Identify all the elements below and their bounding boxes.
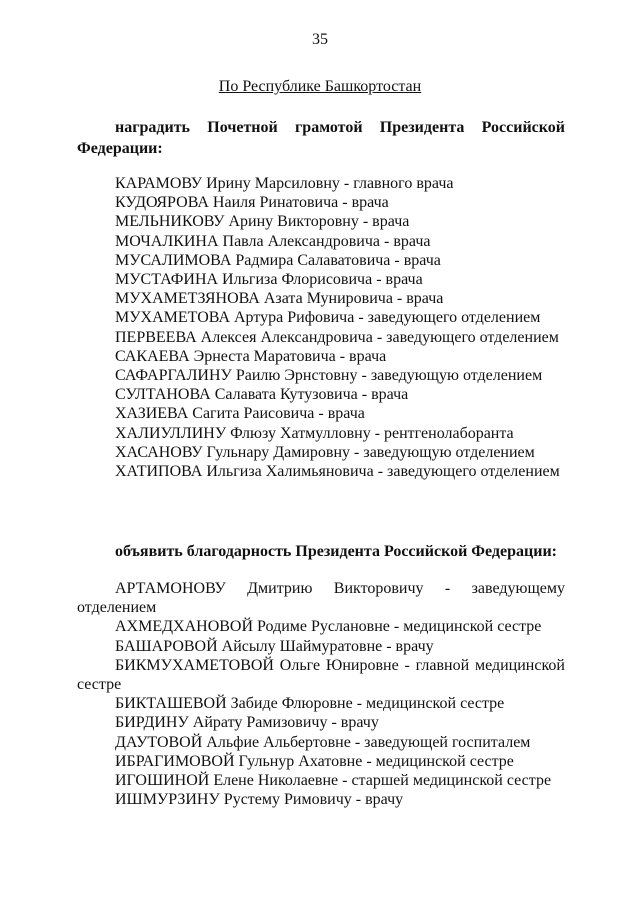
list-item: ПЕРВЕЕВА Алексея Александровича - заведующего отделением — [115, 328, 559, 346]
list-item: ХАСАНОВУ Гульнару Дамировну - заведующую отделением — [115, 443, 535, 461]
list-item: ДАУТОВОЙ Альфие Альбертовне - заведующей госпиталем — [115, 733, 531, 751]
list-item: БИРДИНУ Айрату Рамизовичу - врачу — [115, 714, 379, 732]
list-item: САКАЕВА Эрнеста Маратовича - врача — [115, 347, 387, 365]
list-item: МУСТАФИНА Ильгиза Флорисовича - врача — [115, 271, 423, 289]
awards-list — [77, 174, 565, 481]
thanks-list — [77, 579, 565, 809]
region-heading: По Республике Башкортостан — [218, 78, 422, 95]
awards-intro: наградить Почетной грамотой Президента Российской Федерации: — [77, 119, 565, 157]
list-item: МУХАМЕТОВА Артура Рифовича - заведующего отделением — [115, 309, 541, 327]
list-item: ХАЛИУЛЛИНУ Флюзу Хатмулловну - рентгенолаборанта — [115, 424, 514, 442]
list-item: БИКТАШЕВОЙ Забиде Флюровне - медицинской сестре — [115, 695, 505, 713]
list-item: АРТАМОНОВУ Дмитрию Викторовичу - заведующему отделением — [77, 580, 565, 617]
thanks-intro: объявить благодарность Президента Российской Федерации: — [115, 543, 557, 560]
list-item: БИКМУХАМЕТОВОЙ Ольге Юнировне - главной медицинской сестре — [77, 656, 565, 694]
list-item: ИГОШИНОЙ Елене Николаевне - старшей медицинской сестре — [115, 772, 552, 790]
list-item: АХМЕДХАНОВОЙ Родиме Руслановне - медицинской сестре — [115, 618, 542, 636]
list-item: ИШМУРЗИНУ Рустему Римовичу - врачу — [115, 791, 404, 809]
list-item: ХАЗИЕВА Сагита Раисовича - врача — [115, 405, 365, 423]
list-item: САФАРГАЛИНУ Раилю Эрнстовну - заведующую отделением — [115, 367, 543, 385]
list-item: МУСАЛИМОВА Радмира Салаватовича - врача — [115, 251, 441, 269]
list-item: КАРАМОВУ Ирину Марсиловну - главного врача — [115, 175, 454, 192]
list-item: МЕЛЬНИКОВУ Арину Викторовну - врача — [115, 213, 410, 231]
list-item: БАШАРОВОЙ Айсылу Шаймуратовне - врачу — [115, 637, 434, 655]
list-item: ХАТИПОВА Ильгиза Халимьяновича - заведующего отделением — [115, 463, 560, 481]
page-number: 35 — [312, 31, 328, 48]
list-item: СУЛТАНОВА Салавата Кутузовича - врача — [115, 386, 409, 404]
list-item: МОЧАЛКИНА Павла Александровича - врача — [115, 232, 431, 250]
list-item: МУХАМЕТЗЯНОВА Азата Мунировича - врача — [115, 290, 444, 308]
list-item: ИБРАГИМОВОЙ Гульнур Ахатовне - медицинской сестре — [115, 752, 514, 770]
list-item: КУДОЯРОВА Наиля Ринатовича - врача — [115, 194, 389, 212]
